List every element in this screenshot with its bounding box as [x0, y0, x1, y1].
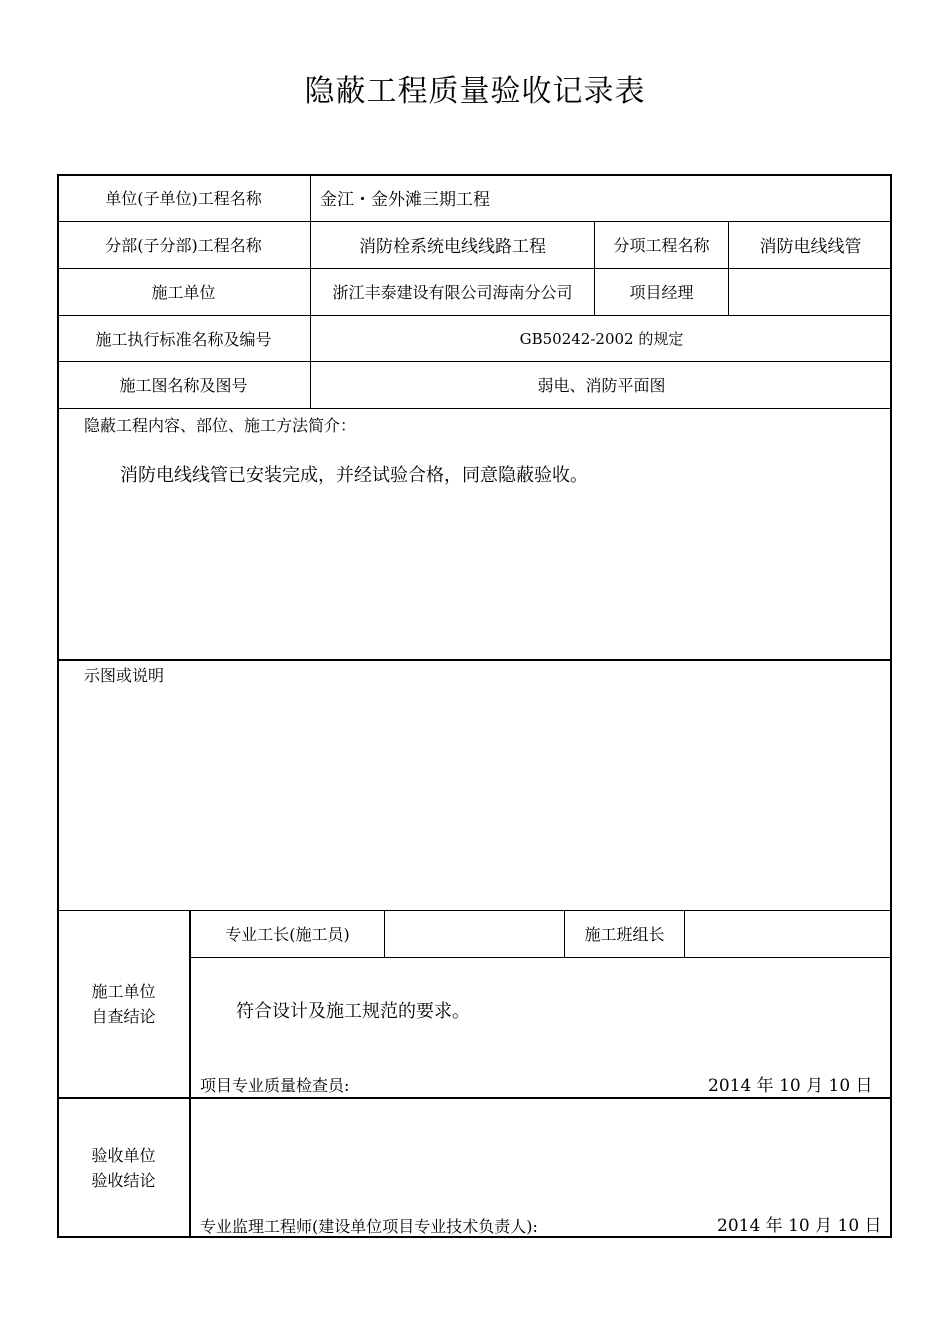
contractor-value: 浙江丰泰建设有限公司海南分公司: [332, 283, 573, 302]
manager-value: [729, 268, 892, 315]
row-divider: [190, 957, 892, 958]
manager-label: 项目经理: [629, 283, 694, 302]
diagram-label: 示图或说明: [84, 666, 165, 685]
acceptance-label-line2: 验收结论: [91, 1171, 156, 1190]
self-check-label: [57, 979, 190, 1029]
hidden-work-label: 隐蔽工程内容、部位、施工方法简介：: [84, 416, 357, 435]
inspector-label: 项目专业质量检查员:: [200, 1076, 350, 1095]
team-leader-label: 施工班组长: [584, 925, 665, 944]
row-divider: [57, 408, 892, 409]
drawing-label: 施工图名称及图号: [119, 376, 248, 395]
item-name-label: 分项工程名称: [613, 236, 710, 255]
hidden-work-content: 消防电线线管已安装完成，并经试验合格，同意隐蔽验收。: [120, 465, 588, 486]
row-divider: [57, 1097, 892, 1099]
project-name-value: 金江・金外滩三期工程: [320, 190, 490, 210]
self-check-label-line2: 自查结论: [91, 1007, 156, 1026]
foreman-value: [385, 910, 564, 957]
self-check-conclusion: 符合设计及施工规范的要求。: [236, 1001, 470, 1022]
foreman-label: 专业工长(施工员): [225, 925, 350, 944]
standard-value: GB50242-2002 的规定: [519, 329, 684, 348]
supervisor-label: 专业监理工程师(建设单位项目专业技术负责人):: [200, 1217, 538, 1236]
project-name-label: 单位(子单位)工程名称: [105, 189, 262, 208]
team-leader-value: [685, 910, 892, 957]
standard-label: 施工执行标准名称及编号: [95, 329, 272, 349]
acceptance-date: 2014 年 10 月 10 日: [717, 1216, 882, 1236]
acceptance-label-line1: 验收单位: [91, 1146, 156, 1165]
self-check-date: 2014 年 10 月 10 日: [708, 1076, 873, 1096]
subdivision-label: 分部(子分部)工程名称: [105, 236, 262, 255]
drawing-value: 弱电、消防平面图: [537, 376, 666, 395]
page-title: 隐蔽工程质量验收记录表: [304, 74, 646, 109]
acceptance-label: [57, 1143, 190, 1193]
subdivision-value: 消防栓系统电线线路工程: [359, 237, 546, 257]
contractor-label: 施工单位: [151, 283, 216, 302]
item-name-value: 消防电线线管: [759, 237, 862, 257]
self-check-label-line1: 施工单位: [91, 982, 156, 1001]
row-divider: [57, 659, 892, 661]
